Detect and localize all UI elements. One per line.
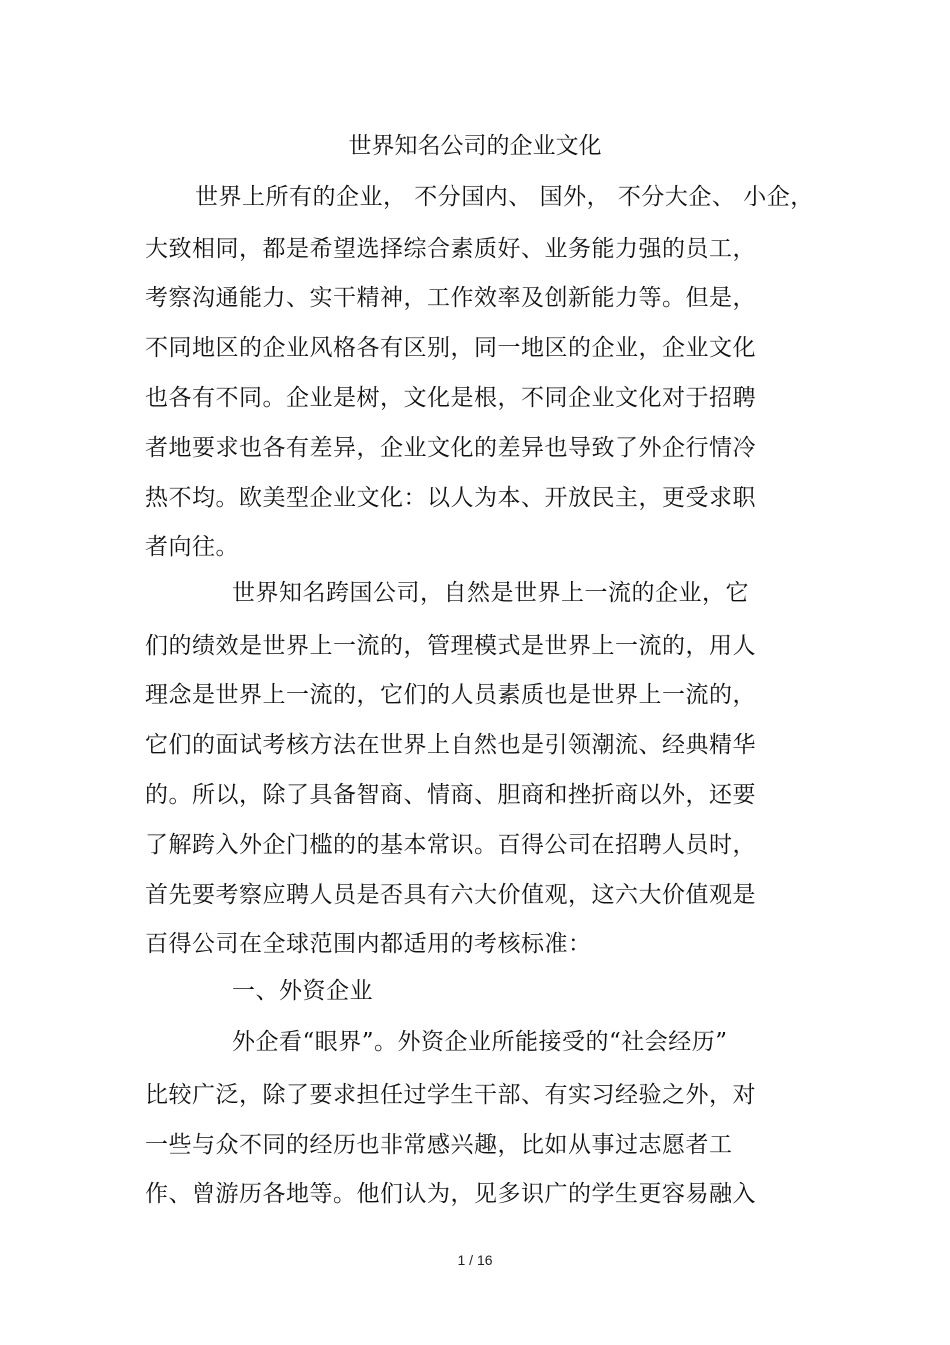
paragraph-line-2: 大致相同，都是希望选择综合素质好、业务能力强的员工， — [145, 236, 756, 262]
paragraph-line-6: 者地要求也各有差异，企业文化的差异也导致了外企行情冷 — [145, 435, 756, 461]
paragraph-line-19: 一些与众不同的经历也非常感兴趣，比如从事过志愿者工 — [145, 1132, 733, 1158]
paragraph-line-20: 作、曾游历各地等。他们认为，见多识广的学生更容易融入 — [145, 1181, 756, 1207]
paragraph-line-3: 考察沟通能力、实干精神，工作效率及创新能力等。但是， — [145, 285, 756, 311]
document-title: 世界知名公司的企业文化 — [348, 133, 602, 159]
paragraph-line-4: 不同地区的企业风格各有区别，同一地区的企业，企业文化 — [145, 335, 756, 361]
paragraph-line-5: 也各有不同。企业是树，文化是根，不同企业文化对于招聘 — [145, 385, 756, 411]
page-number: 1 / 16 — [457, 1252, 493, 1268]
paragraph-line-13: 的。所以，除了具备智商、情商、胆商和挫折商以外，还要 — [145, 782, 756, 808]
paragraph-line-8: 者向往。 — [145, 534, 239, 560]
paragraph-line-11: 理念是世界上一流的，它们的人员素质也是世界上一流的， — [145, 682, 756, 708]
paragraph-line-18: 比较广泛，除了要求担任过学生干部、有实习经验之外，对 — [145, 1082, 756, 1108]
paragraph-line-17: 外企看“眼界”。外资企业所能接受的“社会经历” — [232, 1029, 728, 1055]
paragraph-line-16: 百得公司在全球范围内都适用的考核标准： — [145, 931, 592, 957]
paragraph-line-10: 们的绩效是世界上一流的，管理模式是世界上一流的，用人 — [145, 633, 756, 659]
section-heading: 一、外资企业 — [232, 978, 373, 1004]
paragraph-line-15: 首先要考察应聘人员是否具有六大价值观，这六大价值观是 — [145, 882, 756, 908]
paragraph-line-1: 世界上所有的企业， 不分国内、 国外， 不分大企、 小企， — [195, 184, 814, 210]
paragraph-line-14: 了解跨入外企门槛的的基本常识。百得公司在招聘人员时， — [145, 832, 756, 858]
paragraph-line-7: 热不均。欧美型企业文化：以人为本、开放民主，更受求职 — [145, 485, 756, 511]
paragraph-line-9: 世界知名跨国公司，自然是世界上一流的企业，它 — [232, 580, 749, 606]
paragraph-line-12: 它们的面试考核方法在世界上自然也是引领潮流、经典精华 — [145, 732, 756, 758]
